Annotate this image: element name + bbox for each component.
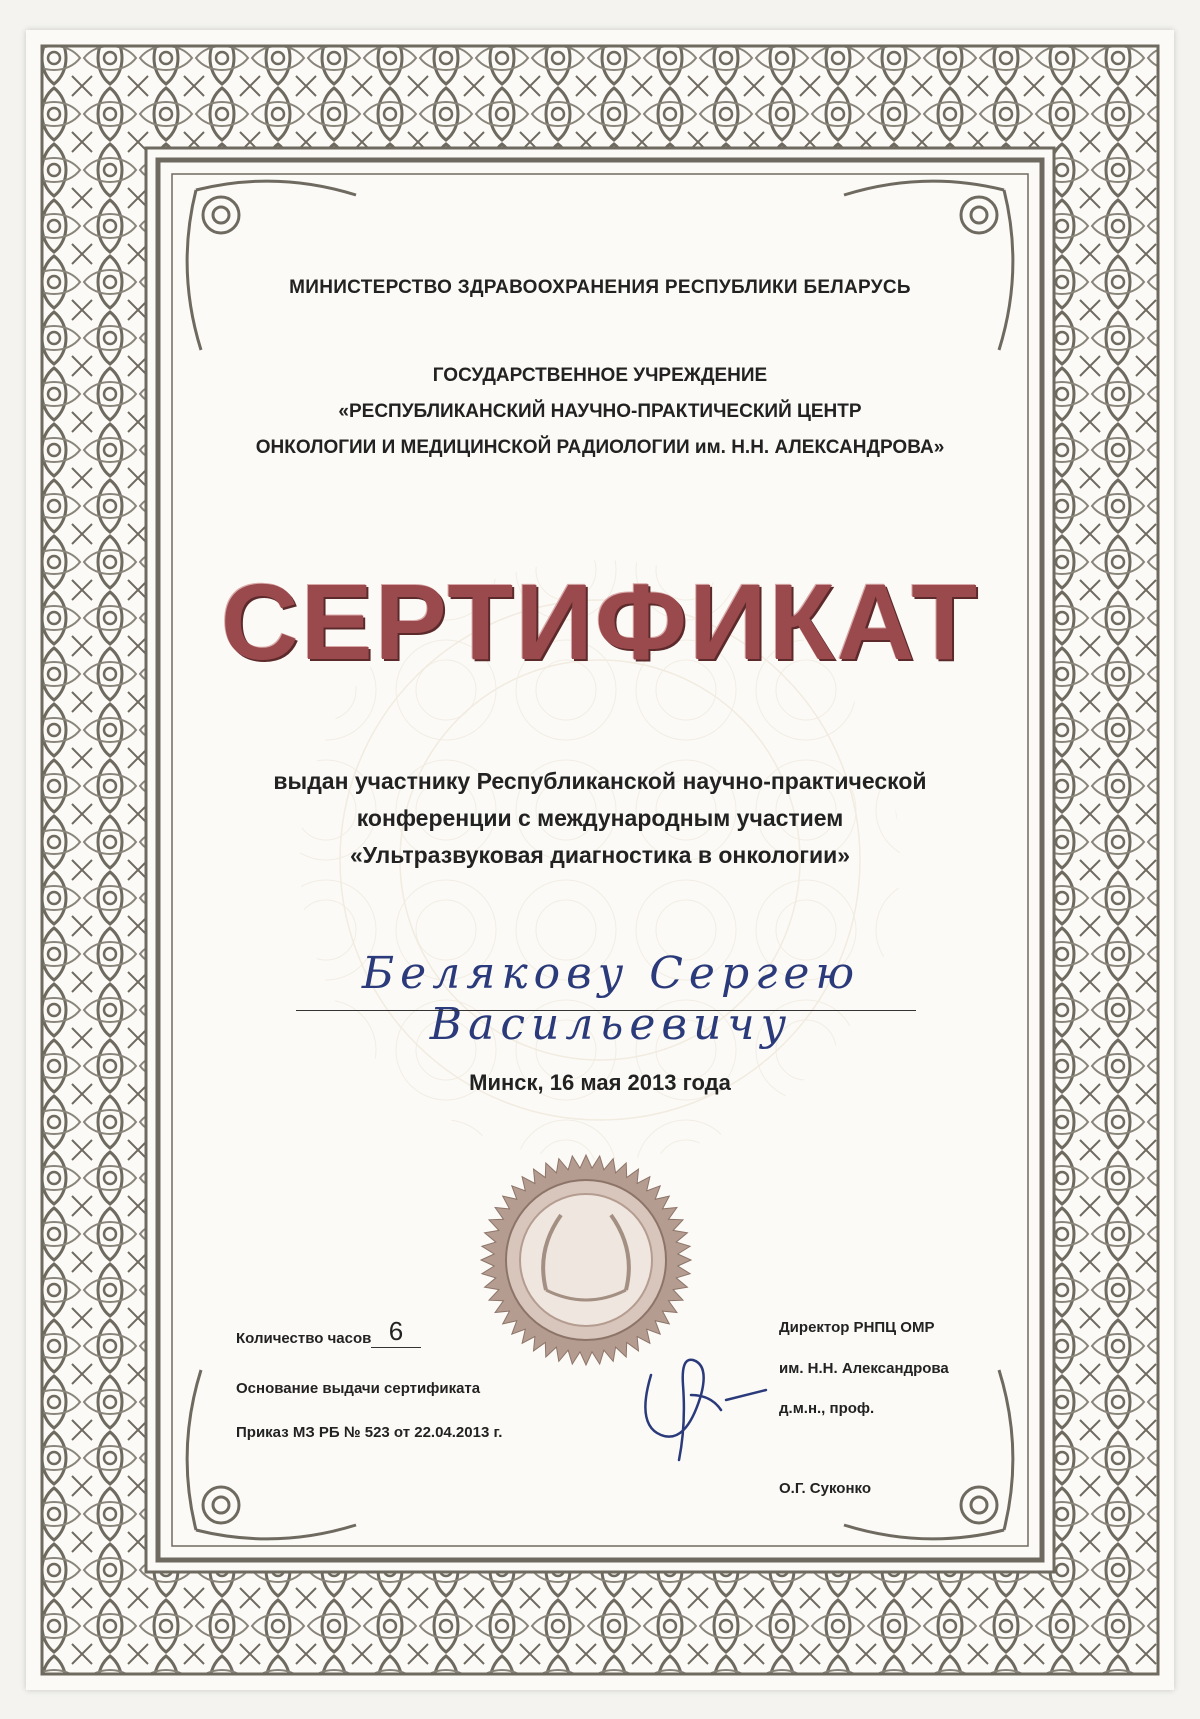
director-name: О.Г. Суконко [779, 1480, 871, 1497]
issued-line-2: конференции с международным участием [356, 805, 844, 831]
institution-line-1: ГОСУДАРСТВЕННОЕ УЧРЕЖДЕНИЕ [432, 365, 768, 386]
issued-line-1: выдан участнику Республиканской научно-практической [273, 768, 927, 794]
institution-line-2: «РЕСПУБЛИКАНСКИЙ НАУЧНО-ПРАКТИЧЕСКИЙ ЦЕНТР [338, 401, 862, 422]
director-title-line-2: им. Н.Н. Александрова [779, 1360, 949, 1377]
basis-label: Основание выдачи сертификата [236, 1380, 481, 1397]
institution-line-3: ОНКОЛОГИИ И МЕДИЦИНСКОЙ РАДИОЛОГИИ им. Н.Н. АЛЕКСАНДРОВА» [255, 437, 945, 458]
hours-label: Количество часов [236, 1330, 372, 1347]
recipient-underline [296, 1010, 916, 1011]
director-signature [631, 1335, 771, 1465]
director-title-line-1: Директор РНПЦ ОМР [779, 1319, 935, 1336]
hours-value: 6 [371, 1316, 421, 1348]
order-label: Приказ МЗ РБ № 523 от 22.04.2013 г. [236, 1424, 503, 1441]
certificate-sheet [26, 30, 1174, 1690]
director-title-line-3: д.м.н., проф. [779, 1400, 875, 1417]
place-date: Минск, 16 мая 2013 года [469, 1070, 731, 1095]
recipient-name: Белякову Сергею Васильевичу [361, 948, 861, 1050]
issued-line-3: «Ультразвуковая диагностика в онкологии» [349, 842, 851, 868]
certificate-title: СЕРТИФИКАТ [220, 561, 980, 682]
ministry-heading: МИНИСТЕРСТВО ЗДРАВООХРАНЕНИЯ РЕСПУБЛИКИ БЕЛАРУСЬ [289, 277, 911, 298]
